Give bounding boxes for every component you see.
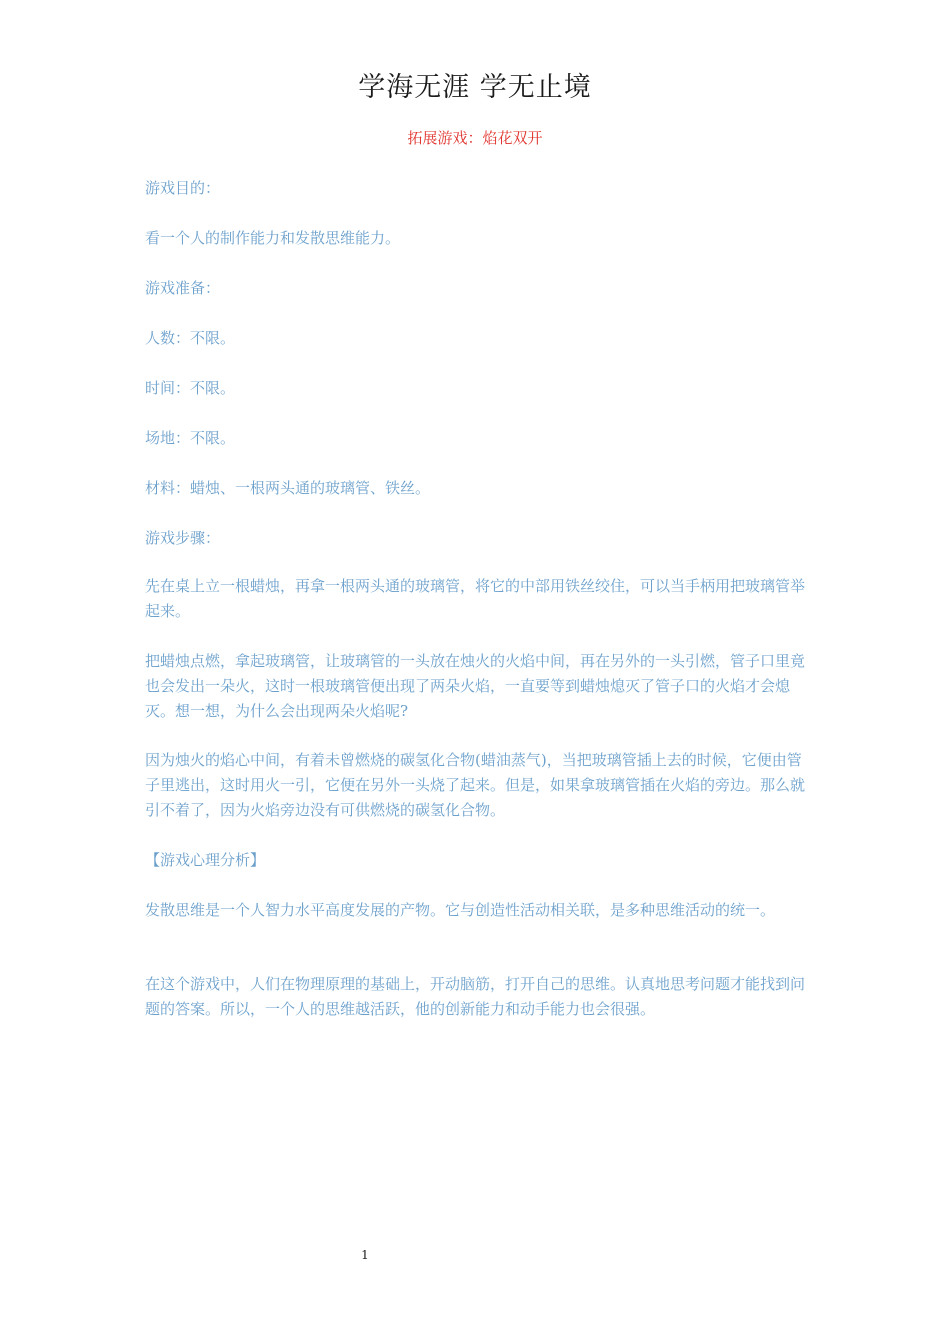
page-header-title: 学海无涯 学无止境 [358,72,592,103]
paragraph-materials: 材料：蜡烛、一根两头通的玻璃管、铁丝。 [145,479,431,497]
section-heading-purpose: 游戏目的： [145,179,221,197]
paragraph-step-1: 先在桌上立一根蜡烛，再拿一根两头通的玻璃管，将它的中部用铁丝绞住，可以当手柄用把玻璃管举起来。 [145,577,806,620]
section-heading-analysis: 【游戏心理分析】 [145,851,266,869]
page-number: 1 [361,1248,369,1262]
paragraph-analysis-2: 在这个游戏中，人们在物理原理的基础上，开动脑筋，打开自己的思维。认真地思考问题才能找到问题的答案。所以，一个人的思维越活跃，他的创新能力和动手能力也会很强。 [145,975,806,1018]
paragraph-explanation: 因为烛火的焰心中间，有着未曾燃烧的碳氢化合物(蜡油蒸气)，当把玻璃管插上去的时候，它便由管子里逃出，这时用火一引，它便在另外一头烧了起来。但是，如果拿玻璃管插在火焰的旁边。那么就引不着了，因为火焰旁边没有可供燃烧的碳氢化合物。 [145,751,806,819]
section-heading-preparation: 游戏准备： [145,279,221,297]
document-subtitle: 拓展游戏：焰花双开 [407,129,543,147]
paragraph-time: 时间：不限。 [145,379,236,397]
paragraph-analysis-1: 发散思维是一个人智力水平高度发展的产物。它与创造性活动相关联，是多种思维活动的统一。 [145,901,776,919]
section-heading-steps: 游戏步骤： [145,529,221,547]
paragraph-purpose: 看一个人的制作能力和发散思维能力。 [145,229,401,247]
paragraph-participants: 人数：不限。 [145,329,236,347]
paragraph-step-2: 把蜡烛点燃，拿起玻璃管，让玻璃管的一头放在烛火的火焰中间，再在另外的一头引燃，管子口里竟也会发出一朵火，这时一根玻璃管便出现了两朵火焰，一直要等到蜡烛熄灭了管子口的火焰才会熄灭。想一想，为什么会出现两朵火焰呢? [145,652,806,720]
paragraph-venue: 场地：不限。 [145,429,236,447]
